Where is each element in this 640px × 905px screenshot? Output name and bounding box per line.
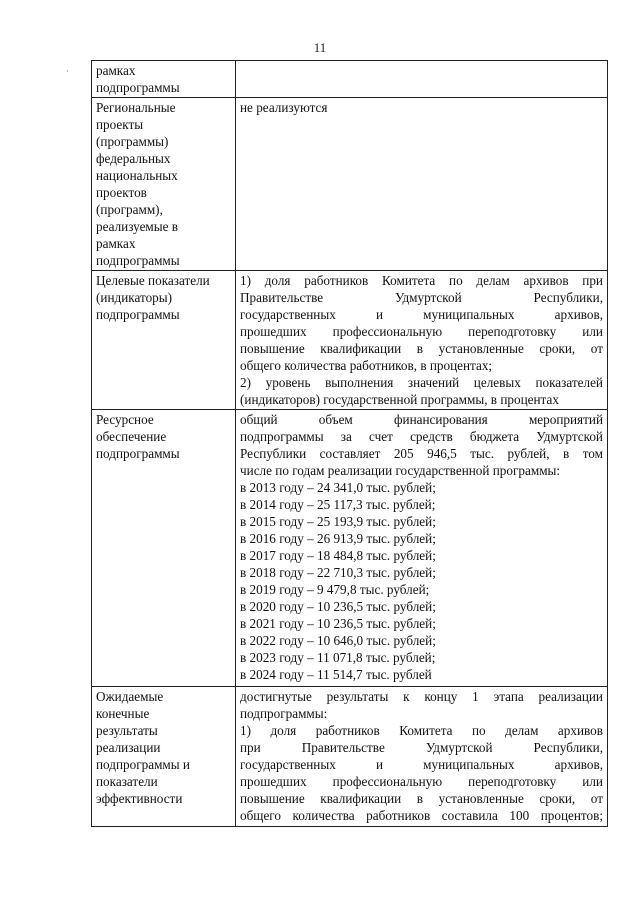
value-line: подпрограммы за счет средств бюджета Удмуртской <box>240 429 603 444</box>
funding-year-item: в 2018 году – 22 710,3 тыс. рублей; <box>240 565 436 580</box>
table-row <box>92 61 608 98</box>
value-line: прошедших профессиональную переподготовку или <box>240 324 603 339</box>
funding-year-item: в 2014 году – 25 117,3 тыс. рублей; <box>240 497 436 512</box>
label-line: проектов <box>96 185 147 200</box>
value-line: общего количества работников составила 100 процентов; <box>240 808 603 823</box>
value-line: повышение квалификации в установленные сроки, от <box>240 341 603 356</box>
value-line: 2) уровень выполнения значений целевых показателей <box>240 375 603 390</box>
table-row <box>92 98 608 271</box>
label-line: обеспечение <box>96 429 167 444</box>
funding-year-item: в 2015 году – 25 193,9 тыс. рублей; <box>240 514 436 529</box>
table-row <box>92 410 608 687</box>
label-line: Целевые показатели <box>96 273 210 288</box>
row-label-cell <box>92 61 236 98</box>
label-line: (программы) <box>96 134 169 149</box>
label-line: реализации <box>96 740 161 755</box>
value-line: Правительстве Удмуртской Республики, <box>240 290 603 305</box>
label-line: национальных <box>96 168 178 183</box>
value-line: числе по годам реализации государственной программы: <box>240 463 561 478</box>
funding-year-item: в 2019 году – 9 479,8 тыс. рублей; <box>240 582 430 597</box>
row-label-cell <box>92 687 236 827</box>
row-value-cell <box>236 98 608 271</box>
row-value-cell <box>236 271 608 410</box>
value-line: государственных и муниципальных архивов, <box>240 757 603 772</box>
margin-mark: · <box>66 66 69 76</box>
label-line: проекты <box>96 117 144 132</box>
label-line: федеральных <box>96 151 171 166</box>
label-line: эффективности <box>96 791 183 806</box>
label-line: подпрограммы <box>96 307 180 322</box>
value-line: общий объем финансирования мероприятий <box>240 412 603 427</box>
subprogram-passport-table <box>91 60 608 827</box>
label-line: (индикаторы) <box>96 290 173 305</box>
label-line: рамках <box>96 236 136 251</box>
page-number: 11 <box>313 40 327 55</box>
label-line: Ожидаемые <box>96 689 164 704</box>
value-line: (индикаторов) государственной программы, в процентах <box>240 392 559 407</box>
value-line: общего количества работников, в процентах; <box>240 358 493 373</box>
funding-year-item: в 2022 году – 10 646,0 тыс. рублей; <box>240 633 436 648</box>
row-value-cell <box>236 61 608 98</box>
row-value-cell <box>236 687 608 827</box>
label-line: результаты <box>96 723 158 738</box>
value-line: повышение квалификации в установленные сроки, от <box>240 791 603 806</box>
label-line: подпрограммы и <box>96 757 190 772</box>
label-line: конечные <box>96 706 150 721</box>
funding-year-item: в 2021 году – 10 236,5 тыс. рублей; <box>240 616 436 631</box>
value-line: при Правительстве Удмуртской Республики, <box>240 740 603 755</box>
row-value-cell <box>236 410 608 687</box>
funding-year-item: в 2016 году – 26 913,9 тыс. рублей; <box>240 531 436 546</box>
row-label-cell <box>92 98 236 271</box>
label-line: (программ), <box>96 202 163 217</box>
funding-year-item: в 2024 году – 11 514,7 тыс. рублей <box>240 667 432 682</box>
label-line: подпрограммы <box>96 80 180 95</box>
value-line: прошедших профессиональную переподготовку или <box>240 774 603 789</box>
label-line: подпрограммы <box>96 253 180 268</box>
funding-year-item: в 2023 году – 11 071,8 тыс. рублей; <box>240 650 436 665</box>
value-line: государственных и муниципальных архивов, <box>240 307 603 322</box>
value-line: достигнутые результаты к концу 1 этапа реализации <box>240 689 603 704</box>
funding-year-item: в 2017 году – 18 484,8 тыс. рублей; <box>240 548 436 563</box>
value-line: Республики составляет 205 946,5 тыс. рублей, в том <box>240 446 603 461</box>
row-label-cell <box>92 271 236 410</box>
label-line: рамках <box>96 63 136 78</box>
label-line: реализуемые в <box>96 219 179 234</box>
label-line: подпрограммы <box>96 446 180 461</box>
value-line: 1) доля работников Комитета по делам архивов при <box>240 273 603 288</box>
label-line: Региональные <box>96 100 176 115</box>
funding-year-item: в 2020 году – 10 236,5 тыс. рублей; <box>240 599 436 614</box>
value-line: 1) доля работников Комитета по делам архивов <box>240 723 603 738</box>
table-row <box>92 271 608 410</box>
table-row <box>92 687 608 827</box>
row-label-cell <box>92 410 236 687</box>
label-line: показатели <box>96 774 158 789</box>
value-line: не реализуются <box>240 100 328 115</box>
label-line: Ресурсное <box>96 412 154 427</box>
funding-year-item: в 2013 году – 24 341,0 тыс. рублей; <box>240 480 436 495</box>
value-line: подпрограммы: <box>240 706 328 721</box>
